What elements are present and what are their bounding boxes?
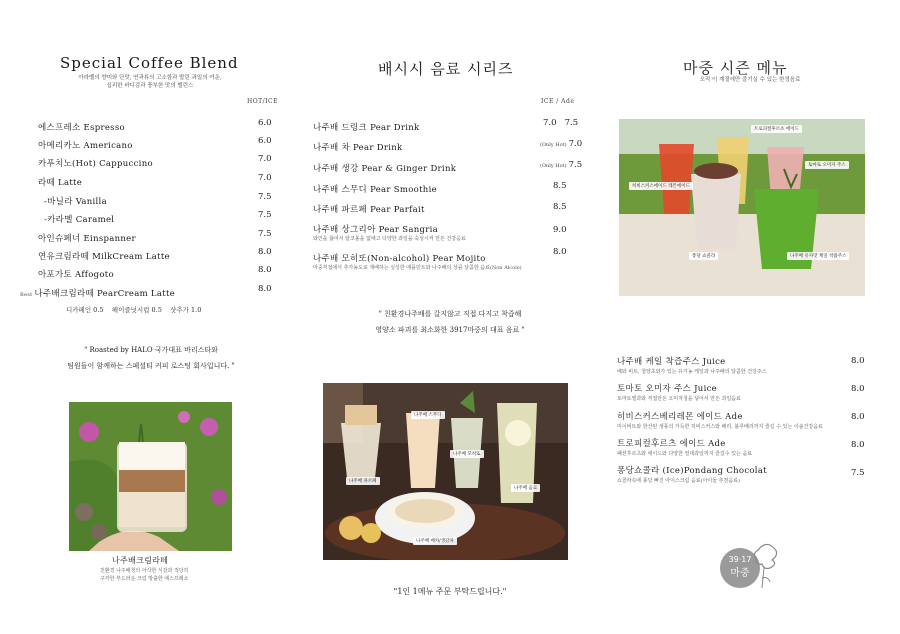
best-menu-item <box>20 287 175 299</box>
photo-label-hibiscus: 히비스커스에이드 레몬에이드 <box>629 182 693 190</box>
menu-item-name: 아포가토 Affogoto <box>38 270 114 280</box>
menu-item-name: 나주배 스무디 Pear Smoothie <box>313 185 437 195</box>
pear-drinks-photo <box>323 383 568 560</box>
pear-drinks-illustration <box>323 383 568 560</box>
menu-item-price: 7.5 <box>258 210 272 220</box>
menu-item-price: 8.0 <box>258 265 272 275</box>
photo-label-mojito: 나주배 모히또 <box>450 450 484 458</box>
photo-description-line1: 친환경 나주배청의 아삭한 식감과 적당히 <box>100 568 189 574</box>
menu-item-name: 나주배 케일 착즙주스 Juice <box>617 357 726 367</box>
menu-item-note: 미이버트와 한산된 생풍의 가득한 히비스커스와 배리, 블루베리까지 즐길 수 있는 이솔건강음료 <box>617 424 823 430</box>
menu-item-note: 쇼콜라속에 퐁당 빠진 아이스크림 음료(아이들 추천음료) <box>617 478 740 484</box>
menu-item-price: 7.0 <box>258 154 272 164</box>
coffee-options: 디카페인 0.5 헤이즐넛시럽 0.5 샷추가 1.0 <box>66 306 202 314</box>
logo-mark <box>718 538 782 594</box>
season-subtitle: 오직 이 계절에만 즐기실 수 있는 한정음료 <box>699 77 801 83</box>
menu-item-price: 8.0 <box>258 247 272 257</box>
coffee-subtitle-line2: 십리한 바디감과 풍부한 맛의 밸런스 <box>106 83 194 89</box>
menu-item-name: 히비스커스베리레몬 에이드 Ade <box>617 412 743 422</box>
menu-item-name: 아메리카노 Americano <box>38 141 133 151</box>
photo-label-tomato: 토마토 오미자 주스 <box>805 161 849 169</box>
menu-item-price: 6.0 <box>258 118 272 128</box>
menu-item-note: 마중직접에서 추가농도로 재배하는 싱싱한 애플민트와 나주배의 상큼 달콤한 음료(Non Alcole) <box>313 265 522 271</box>
best-item-name: 나주배크림라떼 PearCream Latte <box>34 289 176 299</box>
photo-label-smoothie: 나주배 스무디 <box>411 411 445 419</box>
menu-item-name: 퐁당쇼콜라 (Ice)Pondang Chocolat <box>617 466 767 476</box>
best-item-price: 8.0 <box>258 284 272 294</box>
only-hot-tag: (Only Hot) <box>540 163 567 169</box>
menu-item-name: 나주배 드링크 Pear Drink <box>313 123 420 133</box>
menu-item-name: -카라멜 Caramel <box>44 215 115 225</box>
menu-item-price-group <box>540 139 582 149</box>
menu-item-name: 에스프레소 Espresso <box>38 123 125 133</box>
menu-item-price-group <box>540 160 582 170</box>
pear-quote-line2: 영양소 파괴를 최소화한 3917마중의 대표 음료 " <box>375 326 525 334</box>
pear-column-header: ICE / Ade <box>541 98 575 105</box>
roasting-quote-line1: " Roasted by HALO 국가대표 바리스타와 <box>84 346 218 354</box>
coffee-subtitle-line1: 아라벨의 향미와 단맛, 연과류의 고소함과 발린 과일의 여운, <box>78 75 222 81</box>
menu-item-price: 8.0 <box>553 247 567 257</box>
season-drinks-illustration <box>619 119 865 296</box>
menu-item-price: 8.5 <box>553 202 567 212</box>
photo-label-tropical: 트로피컬후르츠 에이드 <box>751 125 802 133</box>
logo-number: 39·17 <box>728 555 752 564</box>
menu-item-price: 6.0 <box>258 136 272 146</box>
photo-description-line2: 구각한 부드러운 크림 방출한 에스프레소 <box>100 576 189 582</box>
menu-item-name: 연유크림라떼 MilkCream Latte <box>38 252 170 262</box>
coffee-column-header: HOT/ICE <box>247 98 279 105</box>
logo-name: 마중 <box>730 568 750 579</box>
menu-item-price: 7.0 7.5 <box>543 118 579 128</box>
menu-item-price: 8.0 <box>851 412 865 422</box>
menu-item-name: 토마토 오미자 주스 Juice <box>617 384 717 394</box>
photo-label-kale: 나주배 유자맛 케일 착즙주스 <box>787 252 849 260</box>
menu-item-price: 7.5 <box>851 468 865 478</box>
menu-item-name: 나주배 차 Pear Drink <box>313 143 403 153</box>
menu-item-price: 8.0 <box>851 440 865 450</box>
menu-item-price: 7.5 <box>258 229 272 239</box>
menu-item-name: 나주배 모히또(Non-alcohol) Pear Mojito <box>313 254 486 264</box>
menu-item-name: 카푸치노(Hot) Cappuccino <box>38 159 153 169</box>
menu-item-name: 트로피컬후르츠 에이드 Ade <box>617 439 726 449</box>
menu-item-price: 7.5 <box>568 160 583 170</box>
only-hot-tag: (Only Hot) <box>540 142 567 148</box>
photo-label-chocolat: 퐁당 쇼콜라 <box>689 252 718 260</box>
pear-section-title: 배시시 음료 시리즈 <box>378 60 514 78</box>
photo-label-parfait: 나주배 파르페 <box>346 477 380 485</box>
order-notice: "1인 1메뉴 주문 부탁드립니다." <box>393 587 507 596</box>
pear-quote-line1: " 친환경나주배를 갈지않고 직접 다지고 착즙해 <box>378 310 522 318</box>
season-drinks-photo <box>619 119 865 296</box>
menu-item-note: 배와 비트, 청양초와가 있는 유기농 케일과 나주배의 달콤한 건강주스 <box>617 369 767 375</box>
menu-item-price: 9.0 <box>553 225 567 235</box>
pear-cream-latte-photo <box>69 402 232 551</box>
pear-drink-column <box>300 0 600 634</box>
best-badge: Best <box>20 292 33 298</box>
menu-item-note: 패션후르츠와 애이드와 다양한 열대과일까지 즐길수 있는 음료 <box>617 451 753 457</box>
menu-item-price: 7.0 <box>258 173 272 183</box>
latte-illustration <box>69 402 232 551</box>
menu-item-price: 8.0 <box>851 356 865 366</box>
photo-caption: 나주배크림라떼 <box>112 556 169 565</box>
menu-item-name: 나주배 생강 Pear & Ginger Drink <box>313 164 457 174</box>
menu-item-price: 8.0 <box>851 384 865 394</box>
coffee-section-title: Special Coffee Blend <box>60 54 239 72</box>
flower-logo-icon <box>718 538 782 594</box>
menu-item-note: 와인을 끓여서 알코올을 없애고 다양한 과일을 숙성시켜 만든 건강음료 <box>313 236 466 242</box>
photo-label-pear-tea: 나주배 배차/생강차 <box>413 537 457 545</box>
menu-item-note: 토마토엘과와 직접만든 오미자청을 넣어서 만든 과일음료 <box>617 396 741 402</box>
menu-item-name: 아인슈페너 Einspanner <box>38 234 136 244</box>
roasting-quote-line2: 팀원들이 함께하는 스페셜티 커피 로스팅 회사입니다. " <box>67 362 235 370</box>
menu-item-price: 8.5 <box>553 181 567 191</box>
menu-item-name: -바닐라 Vanilla <box>44 197 107 207</box>
coffee-column <box>0 0 300 634</box>
menu-item-price: 7.5 <box>258 192 272 202</box>
menu-item-price: 7.0 <box>568 139 583 149</box>
menu-item-name: 라떼 Latte <box>38 178 83 188</box>
season-section-title: 마중 시즌 메뉴 <box>683 59 788 77</box>
season-column <box>600 0 900 634</box>
menu-item-name: 나주배 상그리아 Pear Sangria <box>313 225 439 235</box>
menu-item-name: 나주배 파르페 Pear Parfait <box>313 205 425 215</box>
photo-label-pear-drink: 나주배 음료 <box>511 484 540 492</box>
